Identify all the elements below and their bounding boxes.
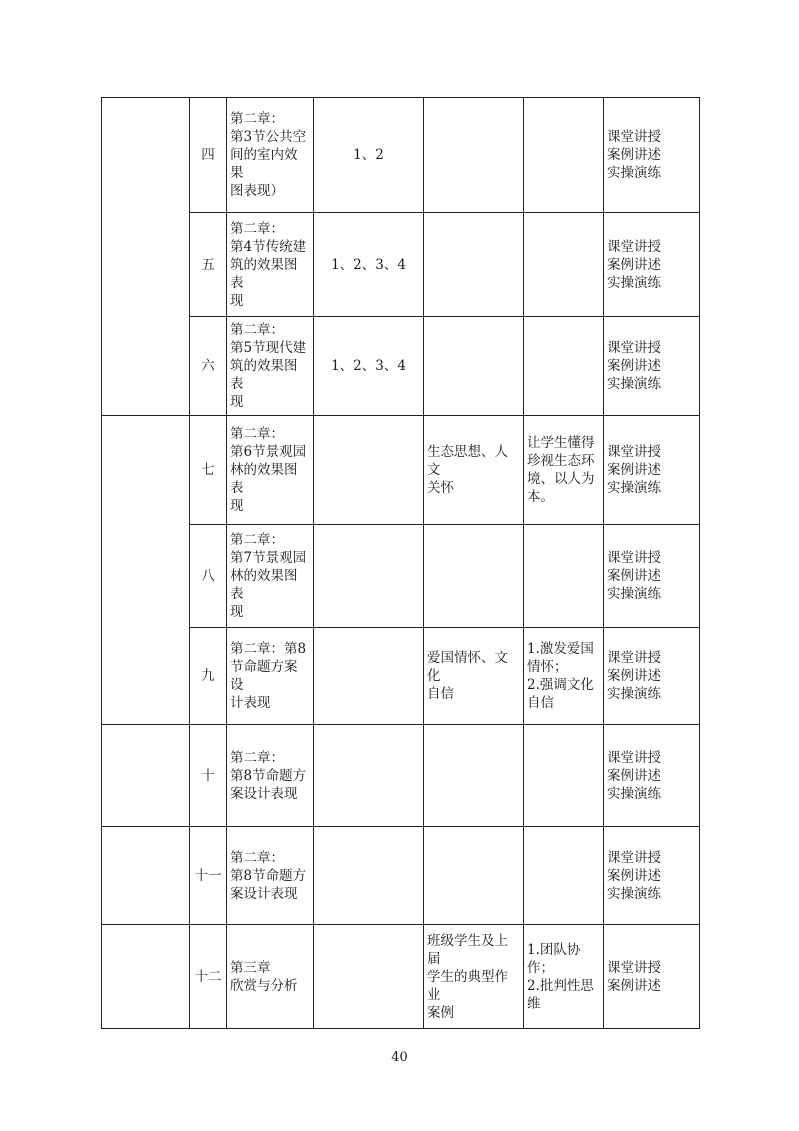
week-cell: 十二 — [190, 925, 227, 1029]
method-cell-line: 实操演练 — [607, 165, 661, 181]
content-cell-line: 第二章： — [230, 532, 284, 548]
goals-cell-line: 自信 — [527, 695, 554, 711]
method-cell-line: 案例讲述 — [607, 256, 661, 273]
method-cell-line: 实操演练 — [607, 274, 661, 291]
content-cell-line: 第二章： — [230, 220, 284, 237]
content-cell — [227, 827, 314, 925]
content-cell — [227, 628, 314, 725]
content-cell-line: 第二章： — [230, 322, 284, 338]
content-cell-line: 第二章： — [230, 426, 284, 442]
blank-merged-cell — [102, 98, 190, 416]
ideology-cell — [424, 725, 524, 827]
goals-cell-line: 情怀； — [527, 659, 568, 675]
ideology-cell-line: 生态思想、人文 — [427, 444, 508, 478]
content-cell-line: 筑的效果图表 — [230, 256, 298, 291]
method-cell-line: 案例讲述 — [607, 358, 661, 374]
goals-cell — [524, 525, 604, 628]
page-number: 40 — [391, 1050, 408, 1065]
method-cell — [604, 925, 700, 1029]
week-cell: 四 — [190, 98, 227, 213]
ideology-cell-line: 班级学生及上届 — [427, 932, 508, 967]
goals-cell-line: 维 — [527, 995, 541, 1012]
method-cell — [604, 317, 700, 416]
content-cell-line: 第8节命题方 — [230, 867, 307, 884]
content-cell — [227, 725, 314, 827]
blank-merged-cell — [102, 725, 190, 827]
content-cell-line: 节命题方案设 — [230, 659, 298, 693]
goals-cell-line: 2.强调文化 — [527, 677, 594, 693]
syllabus-table — [101, 97, 700, 1029]
content-cell-line: 第5节现代建 — [230, 340, 307, 356]
content-cell-line: 第7节景观园 — [230, 550, 307, 566]
method-cell — [604, 628, 700, 725]
goals-cell — [524, 925, 604, 1029]
goals-cell-line: 境、以人为 — [527, 471, 595, 487]
method-cell-line: 案例讲述 — [607, 977, 661, 994]
content-cell-line: 筑的效果图表 — [230, 358, 298, 392]
goals-cell — [524, 827, 604, 925]
content-cell-line: 欣赏与分析 — [230, 977, 298, 994]
method-cell-line: 案例讲述 — [607, 568, 661, 584]
goals-cell — [524, 317, 604, 416]
method-cell-line: 课堂讲授 — [607, 238, 661, 255]
table-row — [102, 213, 700, 317]
goals-cell — [524, 725, 604, 827]
ideology-cell-line: 自信 — [427, 686, 454, 702]
table-row — [102, 725, 700, 827]
goals-cell — [524, 98, 604, 213]
goals-cell-line: 本。 — [527, 489, 554, 505]
ideology-cell — [424, 628, 524, 725]
method-cell-line: 课堂讲授 — [607, 129, 661, 145]
method-cell-line: 案例讲述 — [607, 668, 661, 684]
content-cell-line: 第二章：第8 — [230, 641, 307, 657]
hours-cell: 1、2 — [314, 98, 424, 213]
week-cell: 七 — [190, 416, 227, 525]
method-cell-line: 实操演练 — [607, 376, 661, 392]
ideology-cell — [424, 317, 524, 416]
content-cell-line: 案设计表现 — [230, 885, 298, 902]
table-row — [102, 628, 700, 725]
method-cell-line: 实操演练 — [607, 686, 661, 702]
hours-cell — [314, 525, 424, 628]
blank-merged-cell — [102, 827, 190, 925]
week-cell: 六 — [190, 317, 227, 416]
week-cell: 十一 — [190, 827, 227, 925]
ideology-cell — [424, 98, 524, 213]
table-row — [102, 416, 700, 525]
method-cell — [604, 525, 700, 628]
content-cell-line: 林的效果图表 — [230, 462, 298, 496]
method-cell-line: 案例讲述 — [607, 767, 661, 784]
method-cell-line: 课堂讲授 — [607, 650, 661, 666]
table-row — [102, 827, 700, 925]
table-body — [102, 98, 700, 1029]
ideology-cell — [424, 925, 524, 1029]
hours-cell: 1、2、3、4 — [314, 317, 424, 416]
content-cell — [227, 925, 314, 1029]
goals-cell-line: 珍视生态环 — [527, 453, 595, 469]
content-cell — [227, 213, 314, 317]
method-cell — [604, 725, 700, 827]
blank-merged-cell — [102, 925, 190, 1029]
table-row — [102, 525, 700, 628]
method-cell-line: 案例讲述 — [607, 147, 661, 163]
method-cell — [604, 213, 700, 317]
method-cell-line: 课堂讲授 — [607, 550, 661, 566]
week-cell: 九 — [190, 628, 227, 725]
method-cell-line: 案例讲述 — [607, 462, 661, 478]
hours-cell: 1、2、3、4 — [314, 213, 424, 317]
goals-cell-line: 2.批判性思 — [527, 977, 594, 994]
ideology-cell — [424, 213, 524, 317]
content-cell — [227, 98, 314, 213]
ideology-cell-line: 学生的典型作业 — [427, 968, 508, 1003]
ideology-cell-line: 关怀 — [427, 480, 454, 496]
content-cell-line: 现 — [230, 498, 244, 514]
hours-cell — [314, 827, 424, 925]
content-cell-line: 现 — [230, 394, 244, 410]
content-cell-line: 图表现） — [230, 183, 284, 199]
content-cell-line: 现 — [230, 292, 244, 309]
method-cell — [604, 416, 700, 525]
goals-cell — [524, 628, 604, 725]
content-cell-line: 林的效果图表 — [230, 568, 298, 602]
content-cell-line: 第三章 — [230, 959, 271, 976]
method-cell-line: 课堂讲授 — [607, 959, 661, 976]
content-cell-line: 第二章： — [230, 111, 284, 127]
hours-cell — [314, 628, 424, 725]
content-cell-line: 案设计表现 — [230, 785, 298, 802]
content-cell-line: 计表现 — [230, 695, 271, 711]
goals-cell-line: 1.激发爱国 — [527, 641, 594, 657]
content-cell-line: 第6节景观园 — [230, 444, 307, 460]
blank-merged-cell — [102, 416, 190, 725]
content-cell-line: 间的室内效果 — [230, 147, 298, 181]
week-cell: 五 — [190, 213, 227, 317]
goals-cell — [524, 213, 604, 317]
hours-cell — [314, 925, 424, 1029]
content-cell — [227, 317, 314, 416]
ideology-cell-line: 案例 — [427, 1004, 454, 1021]
method-cell-line: 课堂讲授 — [607, 749, 661, 766]
method-cell — [604, 98, 700, 213]
goals-cell — [524, 416, 604, 525]
method-cell-line: 课堂讲授 — [607, 340, 661, 356]
hours-cell — [314, 725, 424, 827]
method-cell-line: 实操演练 — [607, 885, 661, 902]
content-cell-line: 第二章： — [230, 749, 284, 766]
method-cell-line: 案例讲述 — [607, 867, 661, 884]
ideology-cell — [424, 416, 524, 525]
table-row — [102, 925, 700, 1029]
method-cell-line: 课堂讲授 — [607, 849, 661, 866]
hours-cell — [314, 416, 424, 525]
content-cell-line: 第3节公共空 — [230, 129, 307, 145]
table-row — [102, 98, 700, 213]
content-cell-line: 第二章： — [230, 849, 284, 866]
week-cell: 八 — [190, 525, 227, 628]
ideology-cell-line: 爱国情怀、文化 — [427, 650, 508, 684]
method-cell-line: 实操演练 — [607, 480, 661, 496]
goals-cell-line: 让学生懂得 — [527, 435, 595, 451]
method-cell-line: 实操演练 — [607, 785, 661, 802]
content-cell-line: 第4节传统建 — [230, 238, 307, 255]
method-cell-line: 实操演练 — [607, 586, 661, 602]
table-row — [102, 317, 700, 416]
method-cell — [604, 827, 700, 925]
week-cell: 十 — [190, 725, 227, 827]
content-cell — [227, 416, 314, 525]
content-cell-line: 第8节命题方 — [230, 767, 307, 784]
content-cell-line: 现 — [230, 604, 244, 620]
method-cell-line: 课堂讲授 — [607, 444, 661, 460]
ideology-cell — [424, 525, 524, 628]
goals-cell-line: 1.团队协作； — [527, 941, 581, 976]
ideology-cell — [424, 827, 524, 925]
content-cell — [227, 525, 314, 628]
